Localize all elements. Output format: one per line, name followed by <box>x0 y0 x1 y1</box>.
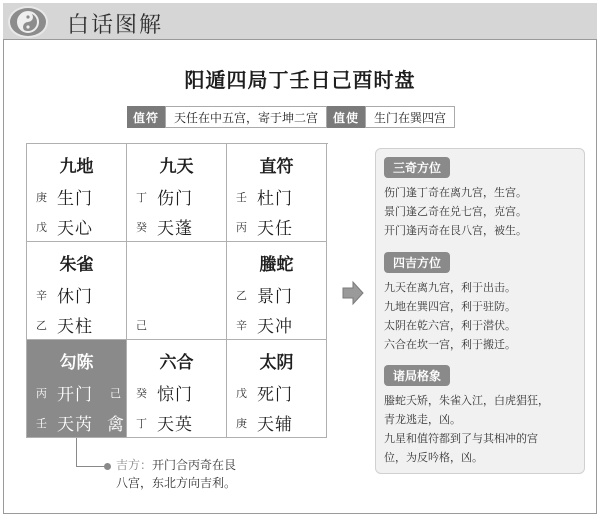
section-text-geju <box>384 391 580 467</box>
cell-stem: 癸 <box>136 221 147 234</box>
note-bullet-icon <box>104 463 111 470</box>
section-label-geju: 诸局格象 <box>384 365 450 386</box>
cell-stem: 癸 <box>136 387 147 400</box>
cell-door: 杜门 <box>257 189 293 209</box>
note-key: 吉方： <box>116 458 153 472</box>
cell-stem: 乙 <box>236 289 247 302</box>
text-line: 九地在巽四宫，利于驻防。 <box>384 300 516 313</box>
cell-star: 天任 <box>257 219 293 239</box>
grid-cell-north <box>127 144 227 242</box>
cell-star: 天柱 <box>57 317 93 337</box>
cell-stem: 丙 <box>36 387 47 400</box>
cell-god: 螣蛇 <box>259 255 294 275</box>
cell-god: 朱雀 <box>59 255 94 275</box>
cell-star: 天蓬 <box>157 219 193 239</box>
cell-stem: 庚 <box>36 191 47 204</box>
analysis-panel <box>375 148 585 474</box>
cell-stem: 庚 <box>236 417 247 430</box>
text-line: 开门逢丙奇在艮八宫，被生。 <box>384 224 527 237</box>
cell-door: 休门 <box>57 287 93 307</box>
grid-cell-center <box>127 242 227 340</box>
tag-label-zhifu: 值符 <box>127 106 165 128</box>
grid-cell-west <box>27 242 127 340</box>
tag-row <box>127 106 455 128</box>
tag-value-zhifu: 天任在中五宫，寄于坤二宫 <box>165 106 327 128</box>
text-line: 青龙逃走，凶。 <box>384 413 461 426</box>
page-title: 阳遁四局丁壬日己酉时盘 <box>184 68 416 92</box>
cell-stem: 乙 <box>36 319 47 332</box>
cell-star-right: 禽 <box>107 415 125 435</box>
section-label-siji: 四吉方位 <box>384 252 450 273</box>
cell-stem: 丁 <box>136 191 147 204</box>
section-text-siji <box>384 278 580 354</box>
text-line: 景门逢乙奇在兑七宫，克宫。 <box>384 205 527 218</box>
cell-star: 天芮 <box>57 415 93 435</box>
tag-value-zhishi: 生门在巽四宫 <box>365 106 455 128</box>
cell-door: 景门 <box>257 287 293 307</box>
grid-cell-east <box>227 242 327 340</box>
grid-cell-northeast <box>227 144 327 242</box>
note-line: 开门合丙奇在艮 <box>152 458 237 472</box>
cell-god: 勾陈 <box>59 353 94 373</box>
cell-stem: 壬 <box>36 417 47 430</box>
cell-stem: 丙 <box>236 221 247 234</box>
text-line: 九星和值符都到了与其相冲的宫 <box>384 432 538 445</box>
cell-star: 天辅 <box>257 415 293 435</box>
section-label-sanqi: 三奇方位 <box>384 157 450 178</box>
cell-door: 开门 <box>57 385 93 405</box>
cell-stem: 壬 <box>236 191 247 204</box>
note-text <box>116 456 286 492</box>
text-line: 伤门逢丁奇在离九宫，生宫。 <box>384 186 527 199</box>
grid-cell-southeast <box>227 340 327 438</box>
cell-god: 六合 <box>159 353 194 373</box>
right-arrow-icon <box>341 280 365 310</box>
grid-cell-southwest <box>27 340 127 438</box>
cell-stem: 己 <box>136 319 147 332</box>
cell-star: 天心 <box>57 219 93 239</box>
cell-door: 死门 <box>257 385 293 405</box>
note-line: 八宫，东北方向吉利。 <box>116 476 237 490</box>
cell-star: 天英 <box>157 415 193 435</box>
cell-stem-right: 己 <box>110 387 121 400</box>
cell-door: 惊门 <box>157 385 193 405</box>
cell-door: 生门 <box>57 189 93 209</box>
grid-cell-northwest <box>27 144 127 242</box>
note-connector <box>76 438 77 466</box>
text-line: 太阴在乾六宫，利于潜伏。 <box>384 319 516 332</box>
taiji-emblem-icon <box>8 6 48 38</box>
text-line: 九天在离九宫，利于出击。 <box>384 281 516 294</box>
cell-stem: 辛 <box>36 289 47 302</box>
cell-door: 伤门 <box>157 189 193 209</box>
qimen-grid <box>26 143 328 438</box>
grid-cell-south <box>127 340 227 438</box>
cell-god: 九地 <box>59 157 94 177</box>
cell-star: 天冲 <box>257 317 293 337</box>
note-connector <box>76 466 106 467</box>
cell-god: 太阴 <box>259 353 294 373</box>
cell-stem: 辛 <box>236 319 247 332</box>
cell-stem: 戊 <box>236 387 247 400</box>
cell-god: 直符 <box>259 157 294 177</box>
tag-label-zhishi: 值使 <box>327 106 365 128</box>
text-line: 六合在坎一宫，利于搬迁。 <box>384 338 516 351</box>
header-title: 白话图解 <box>67 13 164 38</box>
text-line: 位，为反吟格，凶。 <box>384 451 483 464</box>
section-text-sanqi <box>384 183 580 240</box>
cell-stem: 丁 <box>136 417 147 430</box>
cell-stem: 戊 <box>36 221 47 234</box>
text-line: 螣蛇夭矫，朱雀入江，白虎猖狂， <box>384 394 549 407</box>
cell-god: 九天 <box>159 157 194 177</box>
header-bar <box>3 3 597 40</box>
